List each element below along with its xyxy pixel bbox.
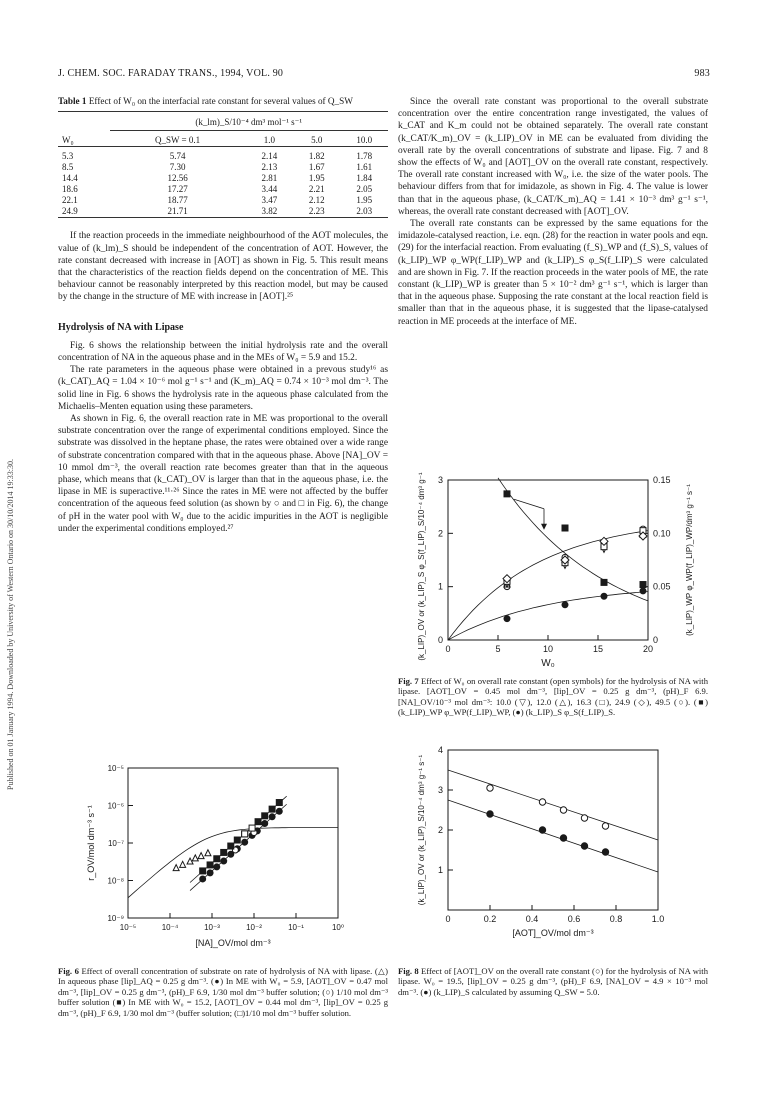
- y-axis-label: r_OV/mol dm⁻³ s⁻¹: [86, 805, 96, 881]
- table-cell: 2.81: [261, 173, 278, 184]
- y-tick-label: 10⁻⁶: [107, 801, 124, 811]
- data-point: [504, 491, 510, 497]
- aqueous-curve: [128, 828, 338, 898]
- y-tick-label: 3: [437, 785, 443, 795]
- table-cell: 5.74: [169, 151, 186, 162]
- journal-citation: J. CHEM. SOC. FARADAY TRANS., 1994, VOL. 90: [58, 68, 284, 79]
- x-tick-label: 0.6: [567, 914, 581, 924]
- data-point: [228, 843, 234, 849]
- download-watermark: [6, 230, 20, 790]
- figure-8: [404, 740, 704, 950]
- data-point: [198, 853, 204, 859]
- annotation-arrow: [514, 499, 544, 509]
- right-column: [398, 96, 708, 328]
- download-watermark-text: Published on 01 January 1994. Downloaded by University of Western Ontario on 30/10/2014 19:33:30.: [6, 459, 15, 790]
- table-cell: 1.78: [356, 151, 373, 162]
- table-row: [58, 184, 388, 195]
- page-number: 983: [694, 68, 710, 79]
- x-tick-label: 20: [642, 644, 654, 654]
- data-point: [255, 819, 261, 825]
- table-row: [58, 195, 388, 206]
- left-paragraph-3: The rate parameters in the aqueous phase were obtained in a prevous study¹⁶ as (k_CAT)_AQ = 1.04 × 10⁻⁶ mol g⁻¹ s⁻¹ and (K_m)_AQ = 0.74 × 10⁻³ mol dm⁻³. The solid line in Fig. 6 shows the hydrolysis rate in the aqueous phase calculated from the Michaelis–Menten equation using these parameters.: [58, 365, 388, 412]
- y-tick-label: 1: [437, 865, 443, 875]
- figure-8-caption-text: Effect of [AOT]_OV on the overall rate constant (○) for the hydrolysis of NA with lipase. W₀ = 19.5, [lip]_OV = 0.25 g dm⁻³, (pH)_F 6.9, [NA]_OV = 4.9 × 10⁻³ mol dm⁻³. (●) (k_LIP)_S calculated by assuming Q_SW = 5.0.: [398, 966, 708, 997]
- data-point: [276, 800, 282, 806]
- table-cell: 1.61: [356, 162, 373, 173]
- data-point: [602, 823, 608, 829]
- table1-col-header: 10.0: [356, 135, 373, 146]
- table1-col-header: W₀: [62, 135, 74, 146]
- y-tick-label: 4: [437, 745, 443, 755]
- data-point: [276, 808, 282, 814]
- table-cell: 22.1: [62, 195, 78, 206]
- table-cell: 18.77: [167, 195, 188, 206]
- table1-col-header: 1.0: [263, 135, 275, 146]
- data-point: [221, 849, 227, 855]
- y-right-tick-label: 0.10: [653, 528, 671, 539]
- table-cell: 3.47: [261, 195, 278, 206]
- table-cell: 8.5: [62, 162, 74, 173]
- figure-7: [404, 470, 704, 670]
- annotation-arrow-head: [541, 524, 547, 530]
- data-point: [214, 864, 220, 870]
- table-cell: 1.84: [356, 173, 373, 184]
- water-pool-curve: [498, 478, 648, 601]
- data-point: [205, 850, 211, 856]
- data-point: [262, 813, 268, 819]
- data-point: [249, 825, 255, 831]
- plot-frame: [448, 750, 658, 910]
- figure-8-label: Fig. 8: [398, 966, 419, 976]
- table-row: [58, 162, 388, 173]
- figure-6-caption-text: Effect of overall concentration of substrate on rate of hydrolysis of NA with lipase. (△) In aqueous phase [lip]_AQ = 0.25 g dm⁻³. (●) In ME with W₀ = 5.9, [AOT]_OV = 0.47 mol dm⁻³, [lip]_OV = 0.25 g dm⁻³, (pH)_F 6.9, 1/30 mol dm⁻³ buffer solution; (○) 1/10 mol dm⁻³ buffer solution (■) In ME with W₀ = 15.2, [AOT]_OV = 0.44 mol dm⁻³, [lip]_OV = 0.25 g dm⁻³, (pH)_F 6.9, 1/30 mol dm⁻³ (buffer solution; (□)1/10 mol dm⁻³ buffer solution.: [58, 966, 388, 1018]
- table1-caption-text: Effect of W₀ on the interfacial rate constant for several values of Q_SW: [88, 96, 353, 106]
- data-point: [581, 815, 587, 821]
- table-cell: 2.23: [308, 206, 325, 217]
- table-cell: 2.14: [261, 151, 278, 162]
- figure-6: [70, 760, 370, 960]
- plot-frame: [448, 480, 648, 640]
- x-tick-label: 10⁻³: [204, 923, 220, 932]
- table-cell: 21.71: [167, 206, 188, 217]
- data-point: [207, 870, 213, 876]
- data-point: [581, 843, 587, 849]
- data-point: [269, 806, 275, 812]
- table-cell: 12.56: [167, 173, 188, 184]
- left-paragraph-4: As shown in Fig. 6, the overall reaction rate in ME was proportional to the overall substrate concentration over the range of experimental conditions employed. Since the substrate was dissolved in the heptane phase, the rates were obtained over a wide range of substrate concentration compared with that in the aqueous phase. Above [NA]_OV = 10 mmol dm⁻³, the overall reaction rate becomes greater than that in the aqueous phase, which means that (k_CAT)_OV is larger than that in the aqueous phase, i.e. the lipase in ME is superactive.¹¹·²⁶ Since the rates in ME were not affected by the buffer concentration of the aqueous feed solution (as shown by ○ and □ in Fig. 6), the change of pH in the water pool with W₀ due to the acidic impurities in the AOT is negligible under the experimental conditions employed.²⁷: [58, 414, 388, 534]
- figure-7-caption-text: Effect of W₀ on overall rate constant (open symbols) for the hydrolysis of NA with lipase. [AOT]_OV = 0.45 mol dm⁻³, [lip]_OV = 0.25 g dm⁻³, (pH)_F 6.9. [NA]_OV/10⁻³ mol dm⁻³: 10.0 (▽), 12.0 (△), 16.3 (□), 24.9 (◇), 49.5 (○). (■) (k_LIP)_WP φ_WP(f_LIP)_WP, (●) (k_LIP)_S φ_S(f_LIP)_S.: [398, 676, 708, 718]
- x-tick-label: 15: [592, 644, 604, 654]
- figure-8-caption: [398, 966, 708, 997]
- x-axis-label: W₀: [541, 658, 555, 669]
- data-point: [200, 868, 206, 874]
- table-row: [58, 173, 388, 184]
- x-tick-label: 0.4: [525, 914, 539, 924]
- y-tick-label: 10⁻⁹: [107, 914, 124, 923]
- figure-6-caption: [58, 966, 388, 1018]
- figure-7-label: Fig. 7: [398, 676, 419, 686]
- right-paragraph-1: Since the overall rate constant was proportional to the overall substrate concentration over the entire concentration range investigated, the values of k_CAT and K_m could not be obtained separately. The overall rate constant (k_CAT/K_m)_OV = (k_LIP)_OV in ME can be evaluated from dividing the overall rate by the overall concentrations of substrate and lipase. Fig. 7 and 8 show the effects of W₀ and [AOT]_OV on the overall rate constant, respectively. The overall rate constant increased with W₀, i.e. the size of the water pools. The behaviour differs from that for imidazole, as shown in Fig. 4. The value is lower than that in the aqueous phase, (k_CAT/K_m)_AQ = 1.41 × 10⁻³ dm³ g⁻¹ s⁻¹, whereas, the overall rate constant decreased with [AOT]_OV.: [398, 97, 708, 217]
- x-tick-label: 0.8: [609, 914, 623, 924]
- figure-6-plot: [70, 760, 370, 960]
- left-paragraph-2: Fig. 6 shows the relationship between the initial hydrolysis rate and the overall concentration of NA in the aqueous phase and in the MEs of W₀ = 5.9 and 15.2.: [58, 340, 388, 364]
- data-point: [539, 799, 545, 805]
- data-point: [601, 593, 607, 599]
- table-cell: 24.9: [62, 206, 78, 217]
- y-right-tick-label: 0.15: [653, 475, 671, 485]
- table1-group-header: (k_lm)_S/10⁻⁴ dm³ mol⁻¹ s⁻¹: [195, 117, 303, 127]
- table1: [58, 111, 388, 222]
- figure-6-label: Fig. 6: [58, 966, 79, 976]
- data-point: [180, 861, 186, 867]
- y-tick-label: 1: [437, 581, 443, 592]
- y-tick-label: 10⁻⁸: [107, 876, 124, 886]
- x-tick-label: 10⁻⁴: [161, 923, 179, 932]
- table-cell: 1.95: [308, 173, 325, 184]
- y-axis-label: (k_LIP)_OV or (k_LIP)_S φ_S(f_LIP)_S/10⁻⁴ dm³ g⁻¹ s⁻¹: [417, 470, 426, 661]
- data-point: [562, 602, 568, 608]
- x-tick-label: 1.0: [651, 914, 665, 924]
- left-column: [58, 96, 388, 535]
- table1-col-header: 5.0: [311, 135, 323, 146]
- table-cell: 1.95: [356, 195, 373, 206]
- x-tick-label: 10⁻²: [246, 923, 262, 932]
- table-cell: 1.67: [308, 162, 325, 173]
- figure-7-caption: [398, 676, 708, 718]
- x-tick-label: 10⁻⁵: [119, 923, 137, 932]
- data-point: [207, 862, 213, 868]
- x-tick-label: 0: [445, 644, 451, 654]
- data-point: [504, 616, 510, 622]
- table-cell: 2.03: [356, 206, 373, 217]
- data-point: [173, 865, 179, 871]
- table-row: [58, 151, 388, 162]
- data-point: [214, 856, 220, 862]
- x-tick-label: 0: [445, 914, 451, 924]
- table-cell: 3.82: [261, 206, 278, 217]
- data-point: [242, 839, 248, 845]
- table-cell: 5.3: [62, 151, 74, 162]
- figure-8-plot: [404, 740, 704, 950]
- interfacial-curve: [448, 592, 648, 640]
- x-axis-label: [AOT]_OV/mol dm⁻³: [512, 928, 594, 938]
- data-point: [262, 821, 268, 827]
- data-point: [640, 582, 646, 588]
- table-cell: 2.21: [308, 184, 325, 195]
- data-point: [560, 807, 566, 813]
- data-point: [560, 835, 566, 841]
- data-point: [601, 579, 607, 585]
- data-point: [234, 837, 240, 843]
- y-right-tick-label: 0.05: [653, 581, 671, 592]
- section-heading: Hydrolysis of NA with Lipase: [58, 321, 184, 333]
- table-cell: 17.27: [167, 184, 188, 195]
- x-tick-label: 0.2: [483, 914, 497, 924]
- overall-curve: [448, 531, 648, 640]
- data-point: [487, 811, 493, 817]
- table-row: [58, 206, 388, 218]
- table-cell: 1.82: [308, 151, 325, 162]
- y-tick-label: 10⁻⁷: [107, 839, 124, 848]
- data-point: [269, 814, 275, 820]
- table-cell: 18.6: [62, 184, 78, 195]
- table-cell: 14.4: [62, 173, 78, 184]
- table1-label: Table 1: [58, 96, 87, 106]
- data-point: [539, 827, 545, 833]
- data-point: [562, 525, 568, 531]
- table-cell: 2.05: [356, 184, 373, 195]
- left-paragraph-1: If the reaction proceeds in the immediate neighbourhood of the AOT molecules, the value of (k_lm)_S should be independent of the concentration of AOT. However, the rate constant decreased with increase in [AOT] as shown in Fig. 5. This result means that the characteristics of the reaction fields depend on the concentration of ME. This behaviour cannot be reasonably interpreted by this reaction model, but may be caused by the change in the structure of ME with increase in [AOT].²⁵: [58, 231, 388, 303]
- data-point: [487, 785, 493, 791]
- table-cell: 7.30: [169, 162, 186, 173]
- figure-7-plot: [404, 470, 704, 670]
- table-cell: 3.44: [261, 184, 278, 195]
- table1-col-header: Q_SW = 0.1: [154, 135, 201, 146]
- data-point: [602, 849, 608, 855]
- table1-caption: [58, 96, 388, 107]
- x-tick-label: 5: [495, 644, 501, 654]
- table1-header-row: [58, 134, 388, 147]
- data-point: [640, 588, 646, 594]
- x-axis-label: [NA]_OV/mol dm⁻³: [195, 938, 271, 948]
- y-axis-label: (k_LIP)_OV or (k_LIP)_S/10⁻⁴ dm³ g⁻¹ s⁻¹: [417, 754, 426, 906]
- y-tick-label: 3: [437, 475, 443, 485]
- x-tick-label: 10: [542, 644, 554, 654]
- y-right-axis-label: (k_LIP)_WP φ_WP(f_LIP)_WP/dm³ g⁻¹ s⁻¹: [685, 484, 694, 636]
- page-header: [58, 68, 710, 82]
- x-tick-label: 10⁰: [331, 923, 345, 932]
- table-cell: 2.12: [308, 195, 325, 206]
- data-point: [200, 876, 206, 882]
- x-tick-label: 10⁻¹: [288, 923, 304, 932]
- y-tick-label: 2: [437, 825, 443, 835]
- y-tick-label: 2: [437, 528, 443, 539]
- table-cell: 2.13: [261, 162, 278, 173]
- fit-line-open: [448, 770, 658, 840]
- y-right-tick-label: 0: [653, 635, 659, 645]
- data-point: [242, 831, 248, 837]
- y-tick-label: 10⁻⁵: [107, 764, 124, 773]
- right-paragraph-2: The overall rate constants can be expressed by the same equations for the imidazole-catalysed reaction, i.e. eqn. (28) for the reaction in water pools and eqn. (29) for the interfacial reaction. From evaluating (f_S)_WP and (f_S)_S, values of (k_LIP)_WP φ_WP(f_LIP)_WP and (k_LIP)_S φ_S(f_LIP)_S were calculated and are shown in Fig. 7. If the reaction proceeds in the water pools of ME, the rate constant (k_LIP)_WP is greater than 5 × 10⁻² dm³ g⁻¹ s⁻¹, which is larger than that in the aqueous phase. Supposing the rate constant at the local reaction field is smaller than that in the aqueous phase, it is suggested that the lipase-catalysed reaction in ME proceeds at the interface of ME.: [398, 219, 708, 327]
- data-point: [192, 855, 198, 861]
- table1-body: [58, 151, 388, 218]
- fit-line-filled: [448, 800, 658, 872]
- y-tick-label: 0: [437, 635, 443, 645]
- data-point: [221, 858, 227, 864]
